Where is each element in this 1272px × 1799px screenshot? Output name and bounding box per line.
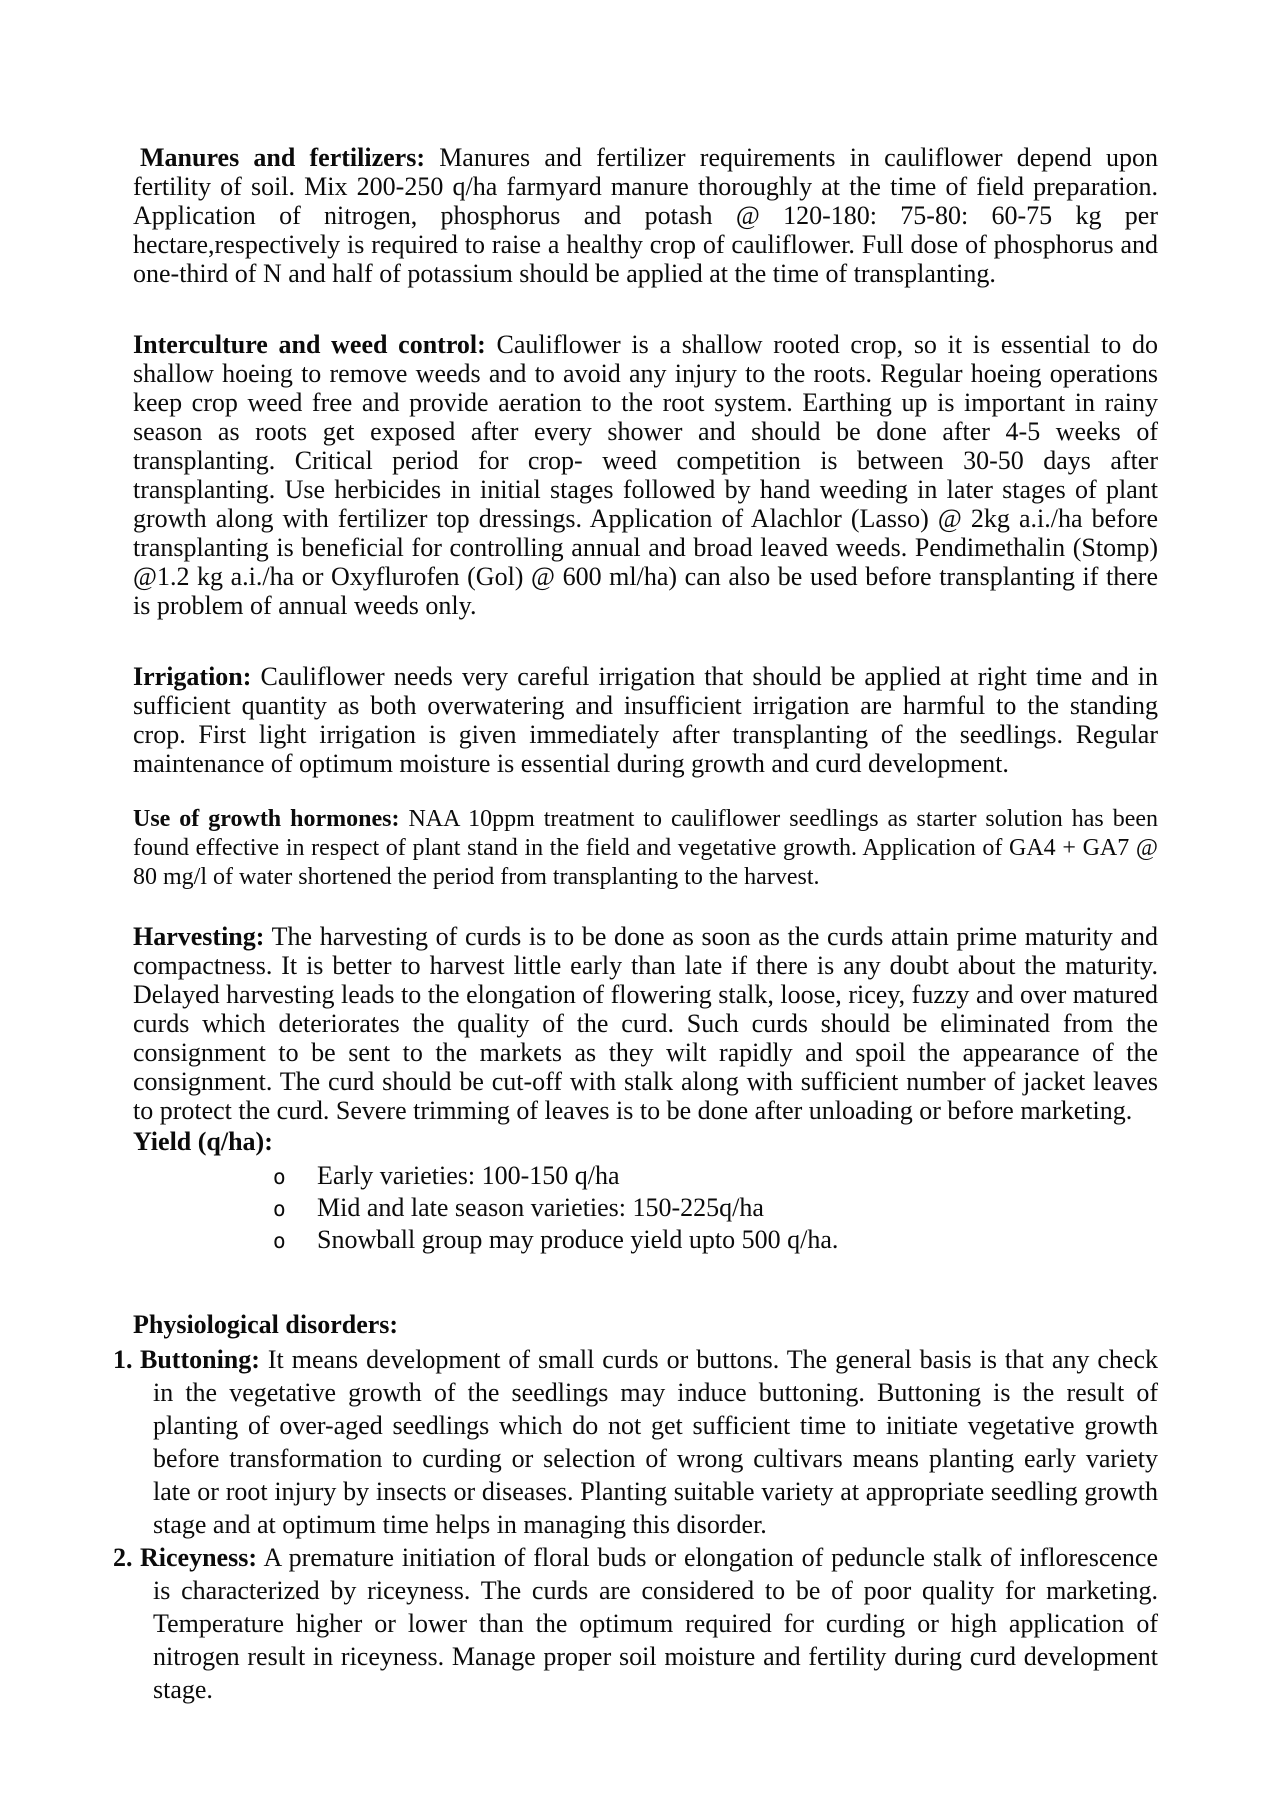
section-growth-hormones [133, 805, 1158, 892]
yield-heading: Yield (q/ha): [133, 1127, 273, 1156]
disorder-term: Riceyness: [140, 1543, 257, 1572]
list-item [273, 1192, 1158, 1224]
section-heading: Irrigation: [133, 662, 252, 691]
section-irrigation [133, 662, 1158, 778]
section-heading: Manures and fertilizers: [140, 143, 425, 172]
section-body: The harvesting of curds is to be done as soon as the curds attain prime maturity and compactness. It is better to harvest little early than late if there is any doubt about the maturity. Delayed harvesting leads to the elongation of flowering stalk, loose, ricey, fuzzy and over matured curds which deteriorates the quality of the curd. Such curds should be eliminated from the consignment to be sent to the markets as they wilt rapidly and spoil the appearance of the consignment. The curd should be cut-off with stalk along with sufficient number of jacket leaves to protect the curd. Severe trimming of leaves is to be done after unloading or before marketing. [133, 922, 1158, 1125]
list-item [273, 1224, 1158, 1256]
section-body: NAA 10ppm treatment to cauliflower seedlings as starter solution has been found effective in respect of plant stand in the field and vegetative growth. Application of GA4 + GA7 @ 80 mg/l of water shortened the period from transplanting to the harvest. [133, 806, 1159, 890]
list-number: 1. [113, 1345, 133, 1374]
disorder-body: A premature initiation of floral buds or elongation of peduncle stalk of inflorescence is characterized by riceyness. The curds are considered to be of poor quality for marketing. Temperature higher or lower than the optimum required for curding or high application of nitrogen result in riceyness. Manage proper soil moisture and fertility during curd development stage. [153, 1543, 1158, 1704]
list-number: 2. [113, 1543, 133, 1572]
section-body: Cauliflower is a shallow rooted crop, so it is essential to do shallow hoeing to remove weeds and to avoid any injury to the roots. Regular hoeing operations keep crop weed free and provide aeration to the root system. Earthing up is important in rainy season as roots get exposed after every shower and should be done after 4-5 weeks of transplanting. Critical period for crop- weed competition is between 30-50 days after transplanting. Use herbicides in initial stages followed by hand weeding in later stages of plant growth along with fertilizer top dressings. Application of Alachlor (Lasso) @ 2kg a.i./ha before transplanting is beneficial for controlling annual and broad leaved weeds. Pendimethalin (Stomp) @1.2 kg a.i./ha or Oxyflurofen (Gol) @ 600 ml/ha) can also be used before transplanting if there is problem of annual weeds only. [133, 330, 1159, 620]
section-manures [133, 143, 1158, 288]
section-body: Manures and fertilizer requirements in cauliflower depend upon fertility of soil. Mix 200-250 q/ha farmyard manure thoroughly at the time of field preparation. Application of nitrogen, phosphorus and potash @ 120-180: 75-80: 60-75 kg per hectare,respectively is required to raise a healthy crop of cauliflower. Full dose of phosphorus and one-third of N and half of potassium should be applied at the time of transplanting. [133, 143, 1159, 288]
list-item [273, 1160, 1158, 1192]
disorders-section [113, 1310, 1158, 1706]
section-body: Cauliflower needs very careful irrigation that should be applied at right time and in sufficient quantity as both overwatering and insufficient irrigation are harmful to the standing crop. First light irrigation is given immediately after transplanting of the seedlings. Regular maintenance of optimum moisture is essential during growth and curd development. [133, 662, 1159, 778]
disorder-term: Buttoning: [140, 1345, 260, 1374]
numbered-list-item [113, 1541, 1158, 1706]
yield-list [273, 1160, 1158, 1256]
section-heading: Harvesting: [133, 922, 265, 951]
yield-item-text: Snowball group may produce yield upto 500 q/ha. [317, 1225, 839, 1254]
disorder-body: It means development of small curds or buttons. The general basis is that any check in the vegetative growth of the seedlings may induce buttoning. Buttoning is the result of planting of over-aged seedlings which do not get sufficient time to initiate vegetative growth before transformation to curding or selection of wrong cultivars means planting early variety late or root injury by insects or diseases. Planting suitable variety at appropriate seedling growth stage and at optimum time helps in managing this disorder. [153, 1345, 1158, 1539]
section-harvesting [133, 922, 1158, 1125]
section-interculture [133, 330, 1158, 620]
section-heading: Use of growth hormones: [133, 806, 400, 832]
section-heading: Interculture and weed control: [133, 330, 486, 359]
yield-item-text: Mid and late season varieties: 150-225q/ha [317, 1193, 764, 1222]
circle-bullet-icon: o [273, 1197, 286, 1221]
circle-bullet-icon: o [273, 1229, 286, 1253]
circle-bullet-icon: o [273, 1165, 286, 1189]
disorders-heading: Physiological disorders: [133, 1310, 399, 1339]
numbered-list-item [113, 1343, 1158, 1541]
yield-item-text: Early varieties: 100-150 q/ha [317, 1161, 620, 1190]
